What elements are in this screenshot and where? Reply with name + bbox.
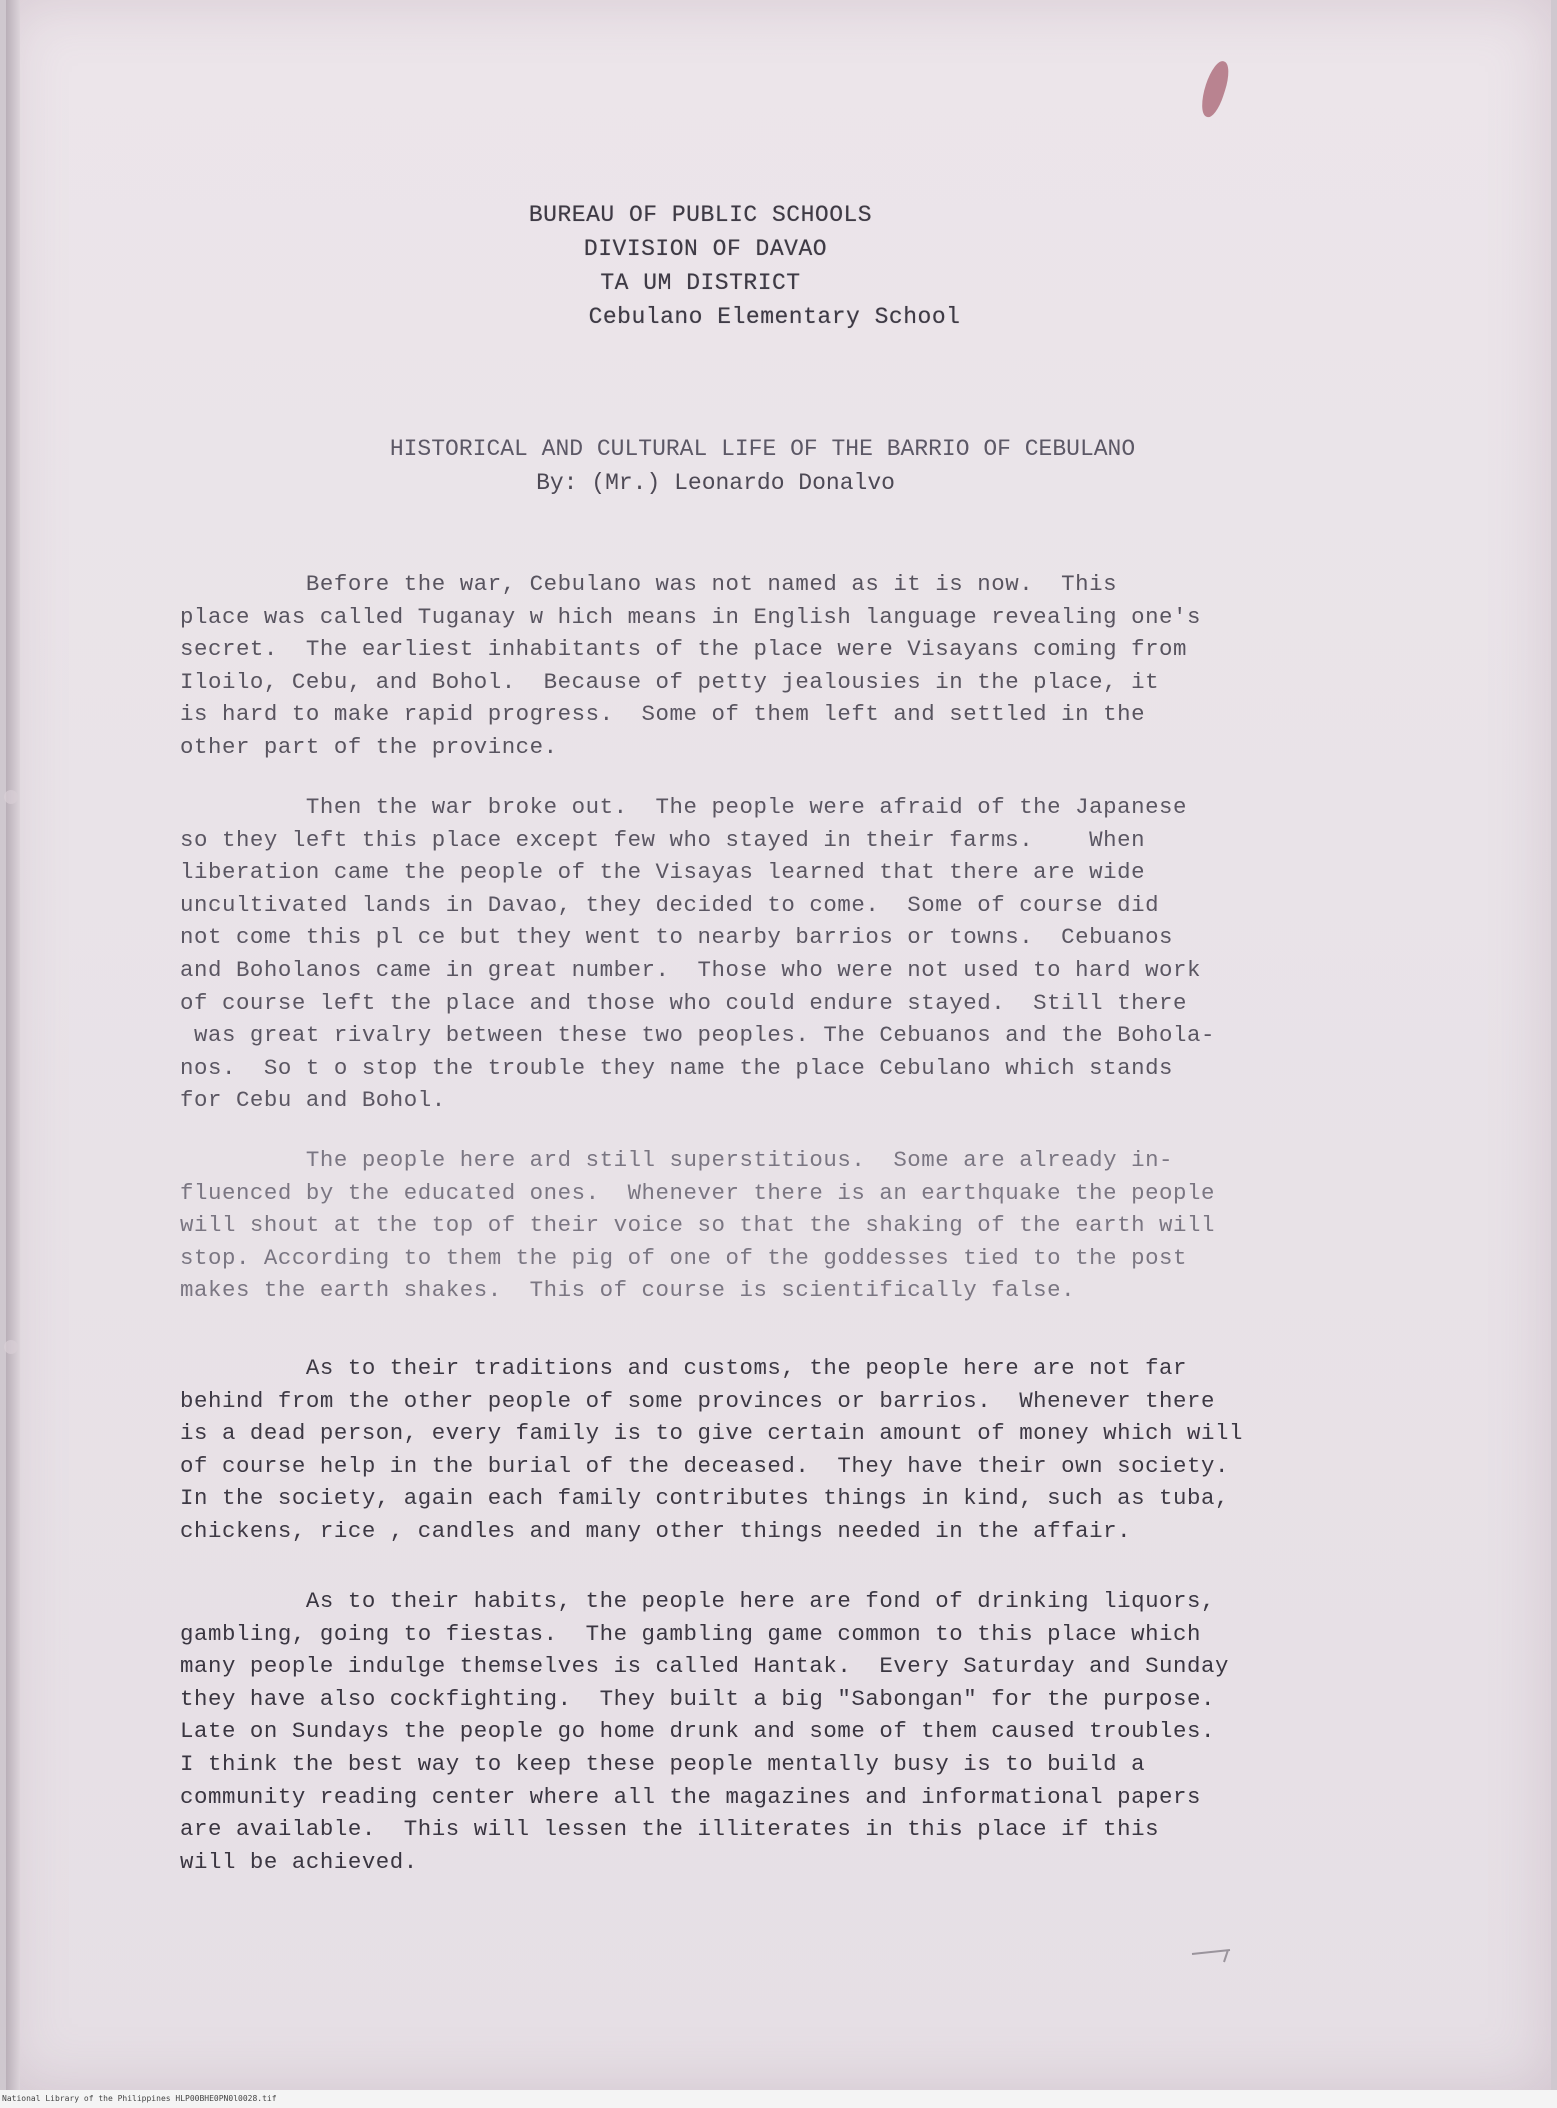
header-district: TA UM DISTRICT — [600, 270, 801, 296]
paragraph-traditions: As to their traditions and customs, the people here are not far behind from the other people of some provinces or barrios. Whenever there is a dead person, every family is to give certain amount of money which will of course help in the burial of the deceased. They have their own society. In the society, again each family contributes things in kind, such as tuba, chickens, rice , candles and many other things needed in the affair. — [180, 1355, 1243, 1544]
scan-footer: National Library of the Philippines HLP00BHE0PN0l0028.tif — [0, 2090, 1557, 2108]
pencil-mark — [1190, 1944, 1250, 1964]
header-division: DIVISION OF DAVAO — [583, 236, 828, 262]
paragraph-habits: As to their habits, the people here are fond of drinking liquors, gambling, going to fiestas. The gambling game common to this place which many people indulge themselves is called Hantak. Every Saturday and Sunday they have also cockfighting. They built a big "Sabongan" for the purpose. Late on Sundays the people go home drunk and some of them caused troubles. I think the best way to keep these people mentally busy is to build a community reading center where all the magazines and informational papers are available. This will lessen the illiterates in this place if this will be achieved. — [180, 1588, 1229, 1875]
binding-hole — [4, 790, 18, 804]
paragraph-war: Then the war broke out. The people were afraid of the Japanese so they left this place except few who stayed in their farms. When liberation came the people of the Visayas learned that there are wide uncultivated lands in Davao, they decided to come. Some of course did not come this pl ce but they went to nearby barrios or towns. Cebuanos and Boholanos came in great number. Those who were not used to hard work of course left the place and those who could endure stayed. Still there was great rivalry between these two peoples. The Cebuanos and the Bohola- nos. So t o stop the trouble they name the place Cebulano which stands for Cebu and Bohol. — [180, 794, 1216, 1114]
header-school: Cebulano Elementary School — [588, 304, 961, 330]
header-bureau: BUREAU OF PUBLIC SCHOOLS — [528, 202, 873, 228]
document-title: HISTORICAL AND CULTURAL LIFE OF THE BARRIO OF CEBULANO — [389, 436, 1136, 462]
document-byline: By: (Mr.) Leonardo Donalvo — [536, 470, 895, 496]
paragraph-history: Before the war, Cebulano was not named as it is now. This place was called Tuganay w hich means in English language revealing one's secret. The earliest inhabitants of the place were Visayans coming from Iloilo, Cebu, and Bohol. Because of petty jealousies in the place, it is hard to make rapid progress. Some of them left and settled in the other part of the province. — [180, 571, 1202, 760]
binding-hole — [4, 1340, 18, 1354]
paragraph-superstitions: The people here ard still superstitious. Some are already in- fluenced by the educated ones. Whenever there is an earthquake the people will shout at the top of their voice so that the shaking of the earth will stop. According to them the pig of one of the goddesses tied to the post makes the earth shakes. This of course is scientifically false. — [180, 1147, 1216, 1304]
